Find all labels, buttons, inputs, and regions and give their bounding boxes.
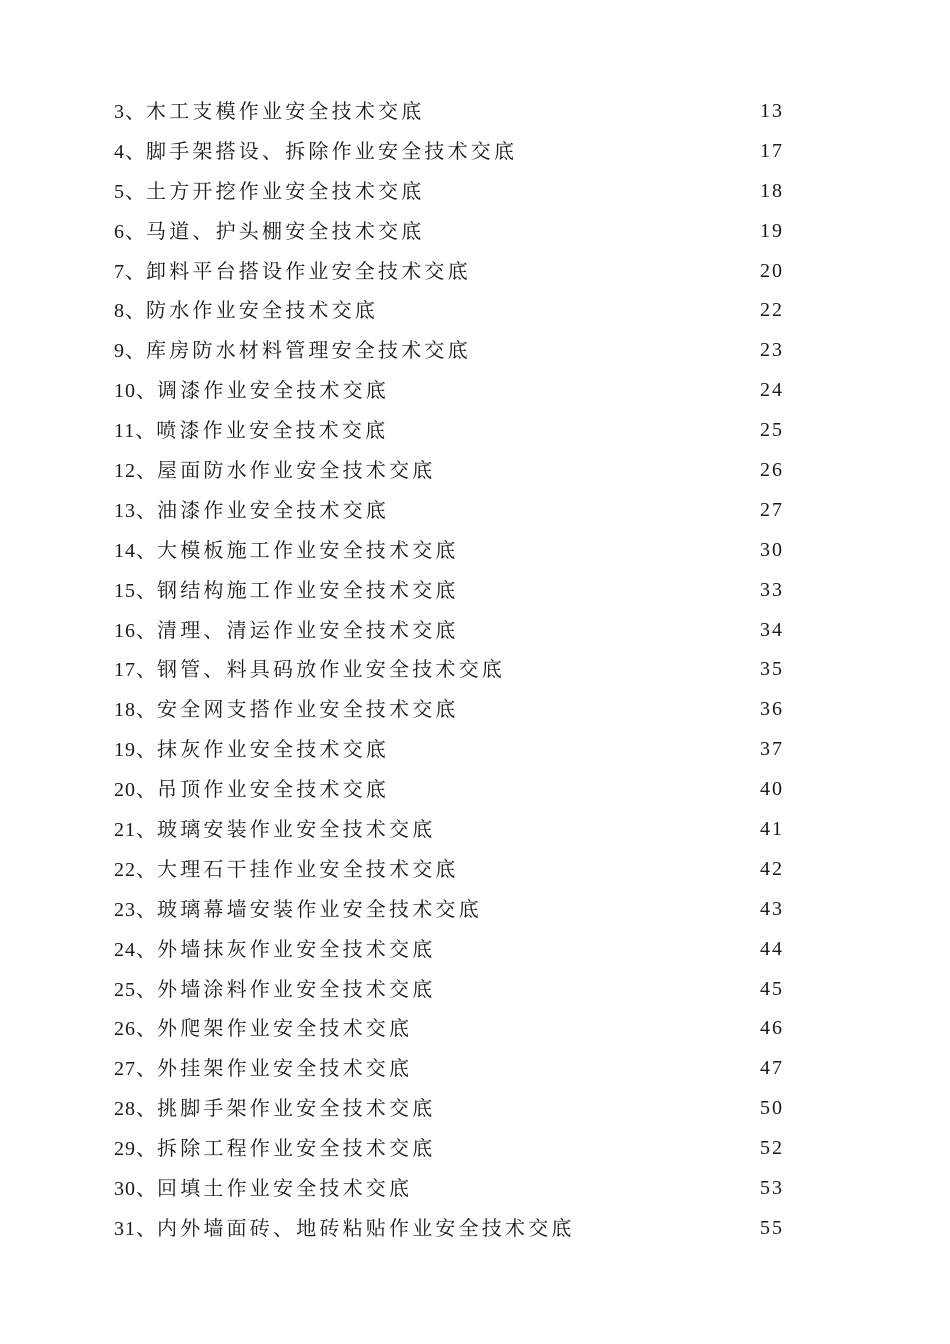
toc-entry[interactable]	[114, 415, 790, 455]
toc-entry-page-number: 22	[760, 299, 784, 322]
toc-entry-title: 抹灰作业安全技术交底	[157, 737, 389, 762]
toc-entry[interactable]	[114, 654, 790, 694]
toc-entry-title: 玻璃安装作业安全技术交底	[157, 817, 436, 842]
toc-entry-page-number: 40	[760, 778, 784, 801]
toc-entry-page-number: 47	[760, 1057, 784, 1080]
toc-entry[interactable]	[114, 1213, 790, 1253]
toc-entry-page-number: 34	[760, 618, 784, 641]
toc-entry-page-number: 55	[760, 1216, 784, 1239]
toc-entry[interactable]	[114, 535, 790, 575]
toc-entry[interactable]	[114, 1173, 790, 1213]
toc-entry-page-number: 33	[760, 578, 784, 601]
toc-entry[interactable]	[114, 894, 790, 934]
toc-entry-number: 14、	[114, 539, 157, 562]
toc-entry-number: 20、	[114, 779, 157, 802]
toc-entry-number: 6、	[114, 220, 146, 243]
toc-entry-title: 库房防水材料管理安全技术交底	[146, 338, 471, 363]
toc-entry-title: 外墙涂料作业安全技术交底	[157, 976, 436, 1001]
toc-entry[interactable]	[114, 814, 790, 854]
toc-entry-page-number: 50	[760, 1097, 784, 1120]
toc-entry[interactable]	[114, 934, 790, 974]
toc-entry-number: 30、	[114, 1178, 157, 1201]
toc-entry-page-number: 36	[760, 698, 784, 721]
toc-entry[interactable]	[114, 575, 790, 615]
toc-entry-title: 钢管、料具码放作业安全技术交底	[157, 657, 505, 682]
toc-entry[interactable]	[114, 495, 790, 535]
toc-entry-title: 挑脚手架作业安全技术交底	[157, 1096, 436, 1121]
toc-entry-number: 11、	[114, 420, 157, 443]
toc-entry-page-number: 35	[760, 658, 784, 681]
toc-entry-title: 调漆作业安全技术交底	[157, 378, 389, 403]
toc-entry-page-number: 13	[760, 100, 784, 122]
toc-entry-title: 土方开挖作业安全技术交底	[146, 178, 425, 203]
toc-entry-page-number: 30	[760, 538, 784, 561]
toc-entry-page-number: 26	[760, 459, 784, 482]
toc-entry-number: 28、	[114, 1098, 157, 1121]
toc-entry-title: 安全网支搭作业安全技术交底	[157, 697, 459, 722]
toc-entry-title: 外挂架作业安全技术交底	[157, 1056, 413, 1081]
toc-entry-number: 22、	[114, 858, 157, 881]
toc-entry-page-number: 18	[760, 179, 784, 202]
toc-entry-number: 29、	[114, 1138, 157, 1161]
toc-entry-number: 3、	[114, 101, 146, 123]
toc-entry-page-number: 45	[760, 977, 784, 1000]
toc-entry-number: 27、	[114, 1058, 157, 1081]
toc-entry-title: 喷漆作业安全技术交底	[156, 418, 389, 443]
toc-entry-page-number: 24	[760, 379, 784, 402]
toc-entry-title: 外墙抹灰作业安全技术交底	[157, 936, 436, 961]
toc-entry-title: 钢结构施工作业安全技术交底	[157, 577, 459, 602]
toc-entry-title: 外爬架作业安全技术交底	[157, 1016, 413, 1041]
toc-entry-page-number: 20	[760, 259, 784, 282]
toc-entry-title: 大模板施工作业安全技术交底	[157, 537, 459, 562]
toc-entry-page-number: 19	[760, 219, 784, 242]
toc-entry-title: 内外墙面砖、地砖粘贴作业安全技术交底	[157, 1215, 575, 1240]
toc-entry-number: 21、	[114, 819, 157, 842]
toc-entry-title: 大理石干挂作业安全技术交底	[157, 856, 459, 881]
toc-entry-number: 12、	[114, 460, 157, 483]
toc-entry-title: 回填土作业安全技术交底	[157, 1176, 413, 1201]
toc-entry-title: 油漆作业安全技术交底	[157, 497, 389, 522]
toc-entry[interactable]	[114, 136, 790, 176]
toc-entry[interactable]	[114, 375, 790, 415]
toc-entry-title: 防水作业安全技术交底	[146, 298, 378, 323]
toc-entry[interactable]	[114, 854, 790, 894]
toc-entry[interactable]	[114, 615, 790, 655]
toc-entry-page-number: 25	[760, 419, 784, 442]
toc-entry-title: 卸料平台搭设作业安全技术交底	[146, 258, 471, 283]
toc-entry[interactable]	[114, 694, 790, 734]
toc-entry[interactable]	[114, 96, 790, 136]
toc-entry-page-number: 46	[760, 1017, 784, 1040]
toc-entry-number: 16、	[114, 619, 157, 642]
toc-entry[interactable]	[114, 335, 790, 375]
toc-entry-number: 31、	[114, 1217, 157, 1240]
table-of-contents	[114, 96, 790, 1253]
toc-entry-title: 马道、护头棚安全技术交底	[146, 218, 425, 243]
toc-entry-number: 23、	[114, 898, 157, 921]
toc-entry-number: 18、	[114, 699, 157, 722]
toc-entry[interactable]	[114, 1013, 790, 1053]
toc-entry-page-number: 53	[760, 1177, 784, 1200]
toc-entry-number: 9、	[114, 340, 146, 363]
toc-entry[interactable]	[114, 295, 790, 335]
toc-entry-page-number: 42	[760, 857, 784, 880]
toc-entry-title: 清理、清运作业安全技术交底	[157, 617, 459, 642]
toc-entry[interactable]	[114, 455, 790, 495]
toc-entry-number: 7、	[114, 260, 146, 283]
toc-entry[interactable]	[114, 256, 790, 296]
toc-entry-page-number: 37	[760, 738, 784, 761]
toc-entry[interactable]	[114, 176, 790, 216]
toc-entry-title: 屋面防水作业安全技术交底	[157, 458, 436, 483]
toc-entry-page-number: 52	[760, 1137, 784, 1160]
toc-entry-title: 脚手架搭设、拆除作业安全技术交底	[146, 138, 518, 163]
toc-entry-title: 吊顶作业安全技术交底	[157, 777, 389, 802]
toc-entry[interactable]	[114, 1053, 790, 1093]
toc-entry-page-number: 17	[760, 139, 784, 162]
toc-entry-number: 15、	[114, 579, 157, 602]
toc-entry-title: 玻璃幕墙安装作业安全技术交底	[157, 896, 482, 921]
toc-entry-number: 10、	[114, 380, 157, 403]
toc-entry-number: 24、	[114, 938, 157, 961]
toc-entry-page-number: 23	[760, 339, 784, 362]
toc-entry-page-number: 43	[760, 897, 784, 920]
toc-entry-number: 19、	[114, 739, 157, 762]
toc-entry-number: 8、	[114, 300, 146, 323]
toc-entry[interactable]	[114, 1133, 790, 1173]
toc-entry[interactable]	[114, 974, 790, 1014]
toc-entry-number: 17、	[114, 659, 157, 682]
toc-entry[interactable]	[114, 734, 790, 774]
toc-entry-number: 26、	[114, 1018, 157, 1041]
toc-entry-page-number: 44	[760, 937, 784, 960]
toc-entry-page-number: 27	[760, 498, 784, 521]
toc-entry-number: 5、	[114, 180, 146, 203]
toc-entry-title: 木工支模作业安全技术交底	[146, 99, 425, 123]
toc-entry[interactable]	[114, 774, 790, 814]
toc-entry-title: 拆除工程作业安全技术交底	[157, 1136, 436, 1161]
toc-entry-number: 25、	[114, 978, 157, 1001]
toc-entry-page-number: 41	[760, 818, 784, 841]
toc-entry[interactable]	[114, 216, 790, 256]
toc-entry-number: 13、	[114, 499, 157, 522]
toc-entry-number: 4、	[114, 140, 146, 163]
toc-entry[interactable]	[114, 1093, 790, 1133]
